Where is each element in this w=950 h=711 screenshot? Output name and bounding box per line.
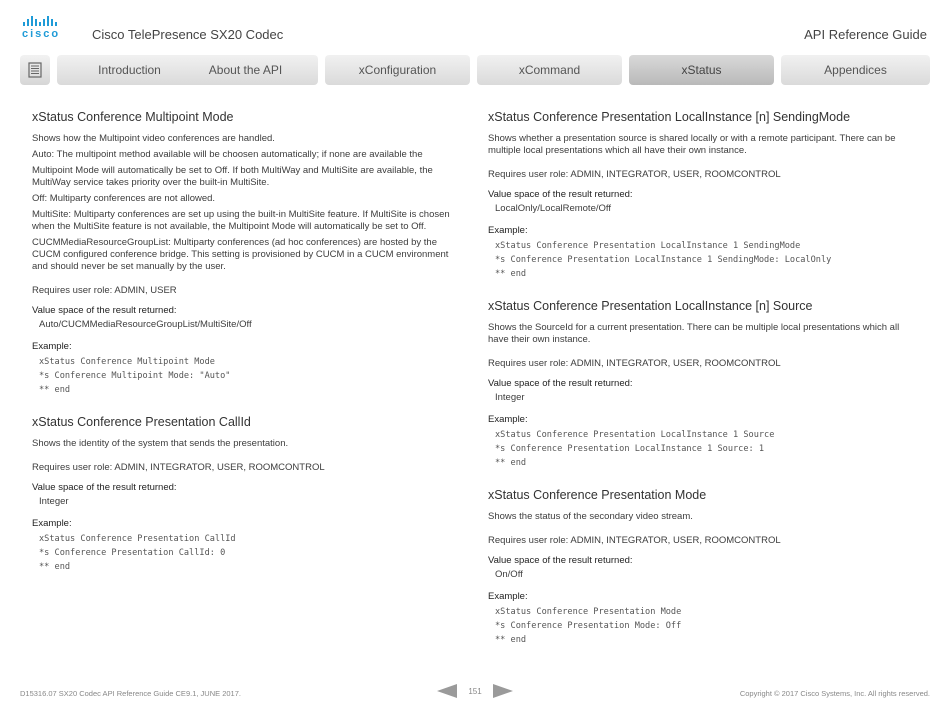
user-role: Requires user role: ADMIN, USER [32,285,177,296]
example-label: Example: [488,414,528,425]
tab-xstatus[interactable]: xStatus [629,55,774,85]
tab-xconfiguration[interactable]: xConfiguration [325,55,470,85]
example-line: *s Conference Presentation CallId: 0 [39,548,226,558]
value-space-label: Value space of the result returned: [488,378,633,389]
example-line: *s Conference Presentation LocalInstance 1 SendingMode: LocalOnly [495,255,832,265]
example-line: xStatus Conference Presentation LocalInstance 1 Source [495,430,775,440]
document-id: D15316.07 SX20 Codec API Reference Guide CE9.1, JUNE 2017. [20,689,241,698]
page-number: 151 [468,687,482,696]
example-line: *s Conference Presentation Mode: Off [495,621,682,631]
user-role: Requires user role: ADMIN, INTEGRATOR, USER, ROOMCONTROL [488,535,781,546]
section-title: xStatus Conference Presentation LocalInstance [n] Source [488,299,813,313]
tab-xcommand[interactable]: xCommand [477,55,622,85]
description: CUCMMediaResourceGroupList: Multiparty conferences (ad hoc conferences) are hosted by the CUCM configured conference bridge. This setting is provisioned by CUCM in a CUCM environment and should never be set manually by the user. [32,237,449,272]
user-role: Requires user role: ADMIN, INTEGRATOR, USER, ROOMCONTROL [488,358,781,369]
arrow-left-icon[interactable] [437,684,457,698]
top-navigation [20,55,930,85]
value-space-label: Value space of the result returned: [488,555,633,566]
description: Shows how the Multipoint video conferences are handled. [32,133,275,144]
example-line: ** end [495,458,527,468]
description: Shows the SourceId for a current presentation. There can be multiple local presentations which all have their own instance. [488,322,900,345]
guide-title: API Reference Guide [804,27,927,42]
example-label: Example: [32,518,72,529]
menu-icon [27,62,43,78]
right-column [488,110,918,647]
product-title: Cisco TelePresence SX20 Codec [92,27,284,42]
value-space-label: Value space of the result returned: [488,189,633,200]
value-space-label: Value space of the result returned: [32,482,177,493]
description: Shows whether a presentation source is shared locally or with a remote participant. There can be multiple local presentations which all have their own instance. [488,133,896,156]
left-column [32,110,460,574]
value-space-label: Value space of the result returned: [32,305,177,316]
example-line: ** end [495,635,527,645]
logo-bars [23,16,62,26]
value-space: Auto/CUCMMediaResourceGroupList/MultiSite/Off [39,319,252,330]
description: Shows the identity of the system that sends the presentation. [32,438,289,449]
description: Multipoint Mode will automatically be set to Off. If both MultiWay and MultiSite are available, the MultiWay service takes priority over the built-in MultiSite. [32,165,433,188]
section-title: xStatus Conference Presentation Mode [488,488,707,502]
example-line: *s Conference Presentation LocalInstance 1 Source: 1 [495,444,765,454]
example-line: xStatus Conference Multipoint Mode [39,357,215,367]
page-header [0,0,950,50]
example-line: ** end [39,385,71,395]
example-line: ** end [39,562,71,572]
description: MultiSite: Multiparty conferences are set up using the built-in MultiSite feature. If MultiSite is chosen when the MultiSite feature is not available, the Multipoint Mode will automatically be set to Off. [32,209,450,232]
logo-wordmark: cisco [22,28,61,40]
example-line: ** end [495,269,527,279]
example-label: Example: [488,591,528,602]
cisco-logo [22,16,62,40]
section-title: xStatus Conference Presentation CallId [32,415,251,429]
pager [437,684,513,700]
example-line: xStatus Conference Presentation CallId [39,534,236,544]
example-label: Example: [32,341,72,352]
description: Shows the status of the secondary video stream. [488,511,693,522]
section-title: xStatus Conference Multipoint Mode [32,110,234,124]
section-title: xStatus Conference Presentation LocalInstance [n] SendingMode [488,110,851,124]
value-space: On/Off [495,569,523,580]
description: Auto: The multipoint method available will be choosen automatically; if none are available the [32,149,423,160]
arrow-right-icon[interactable] [493,684,513,698]
user-role: Requires user role: ADMIN, INTEGRATOR, USER, ROOMCONTROL [32,462,325,473]
example-line: xStatus Conference Presentation LocalInstance 1 SendingMode [495,241,801,251]
description: Off: Multiparty conferences are not allowed. [32,193,216,204]
value-space: LocalOnly/LocalRemote/Off [495,203,611,214]
user-role: Requires user role: ADMIN, INTEGRATOR, USER, ROOMCONTROL [488,169,781,180]
tab-introduction[interactable]: Introduction [57,55,202,85]
value-space: Integer [39,496,69,507]
example-line: *s Conference Multipoint Mode: "Auto" [39,371,231,381]
tab-appendices[interactable]: Appendices [781,55,930,85]
copyright: Copyright © 2017 Cisco Systems, Inc. All rights reserved. [739,689,930,698]
example-line: xStatus Conference Presentation Mode [495,607,682,617]
value-space: Integer [495,392,525,403]
example-label: Example: [488,225,528,236]
tab-about-the-api[interactable]: About the API [173,55,318,85]
menu-button[interactable] [20,55,50,85]
